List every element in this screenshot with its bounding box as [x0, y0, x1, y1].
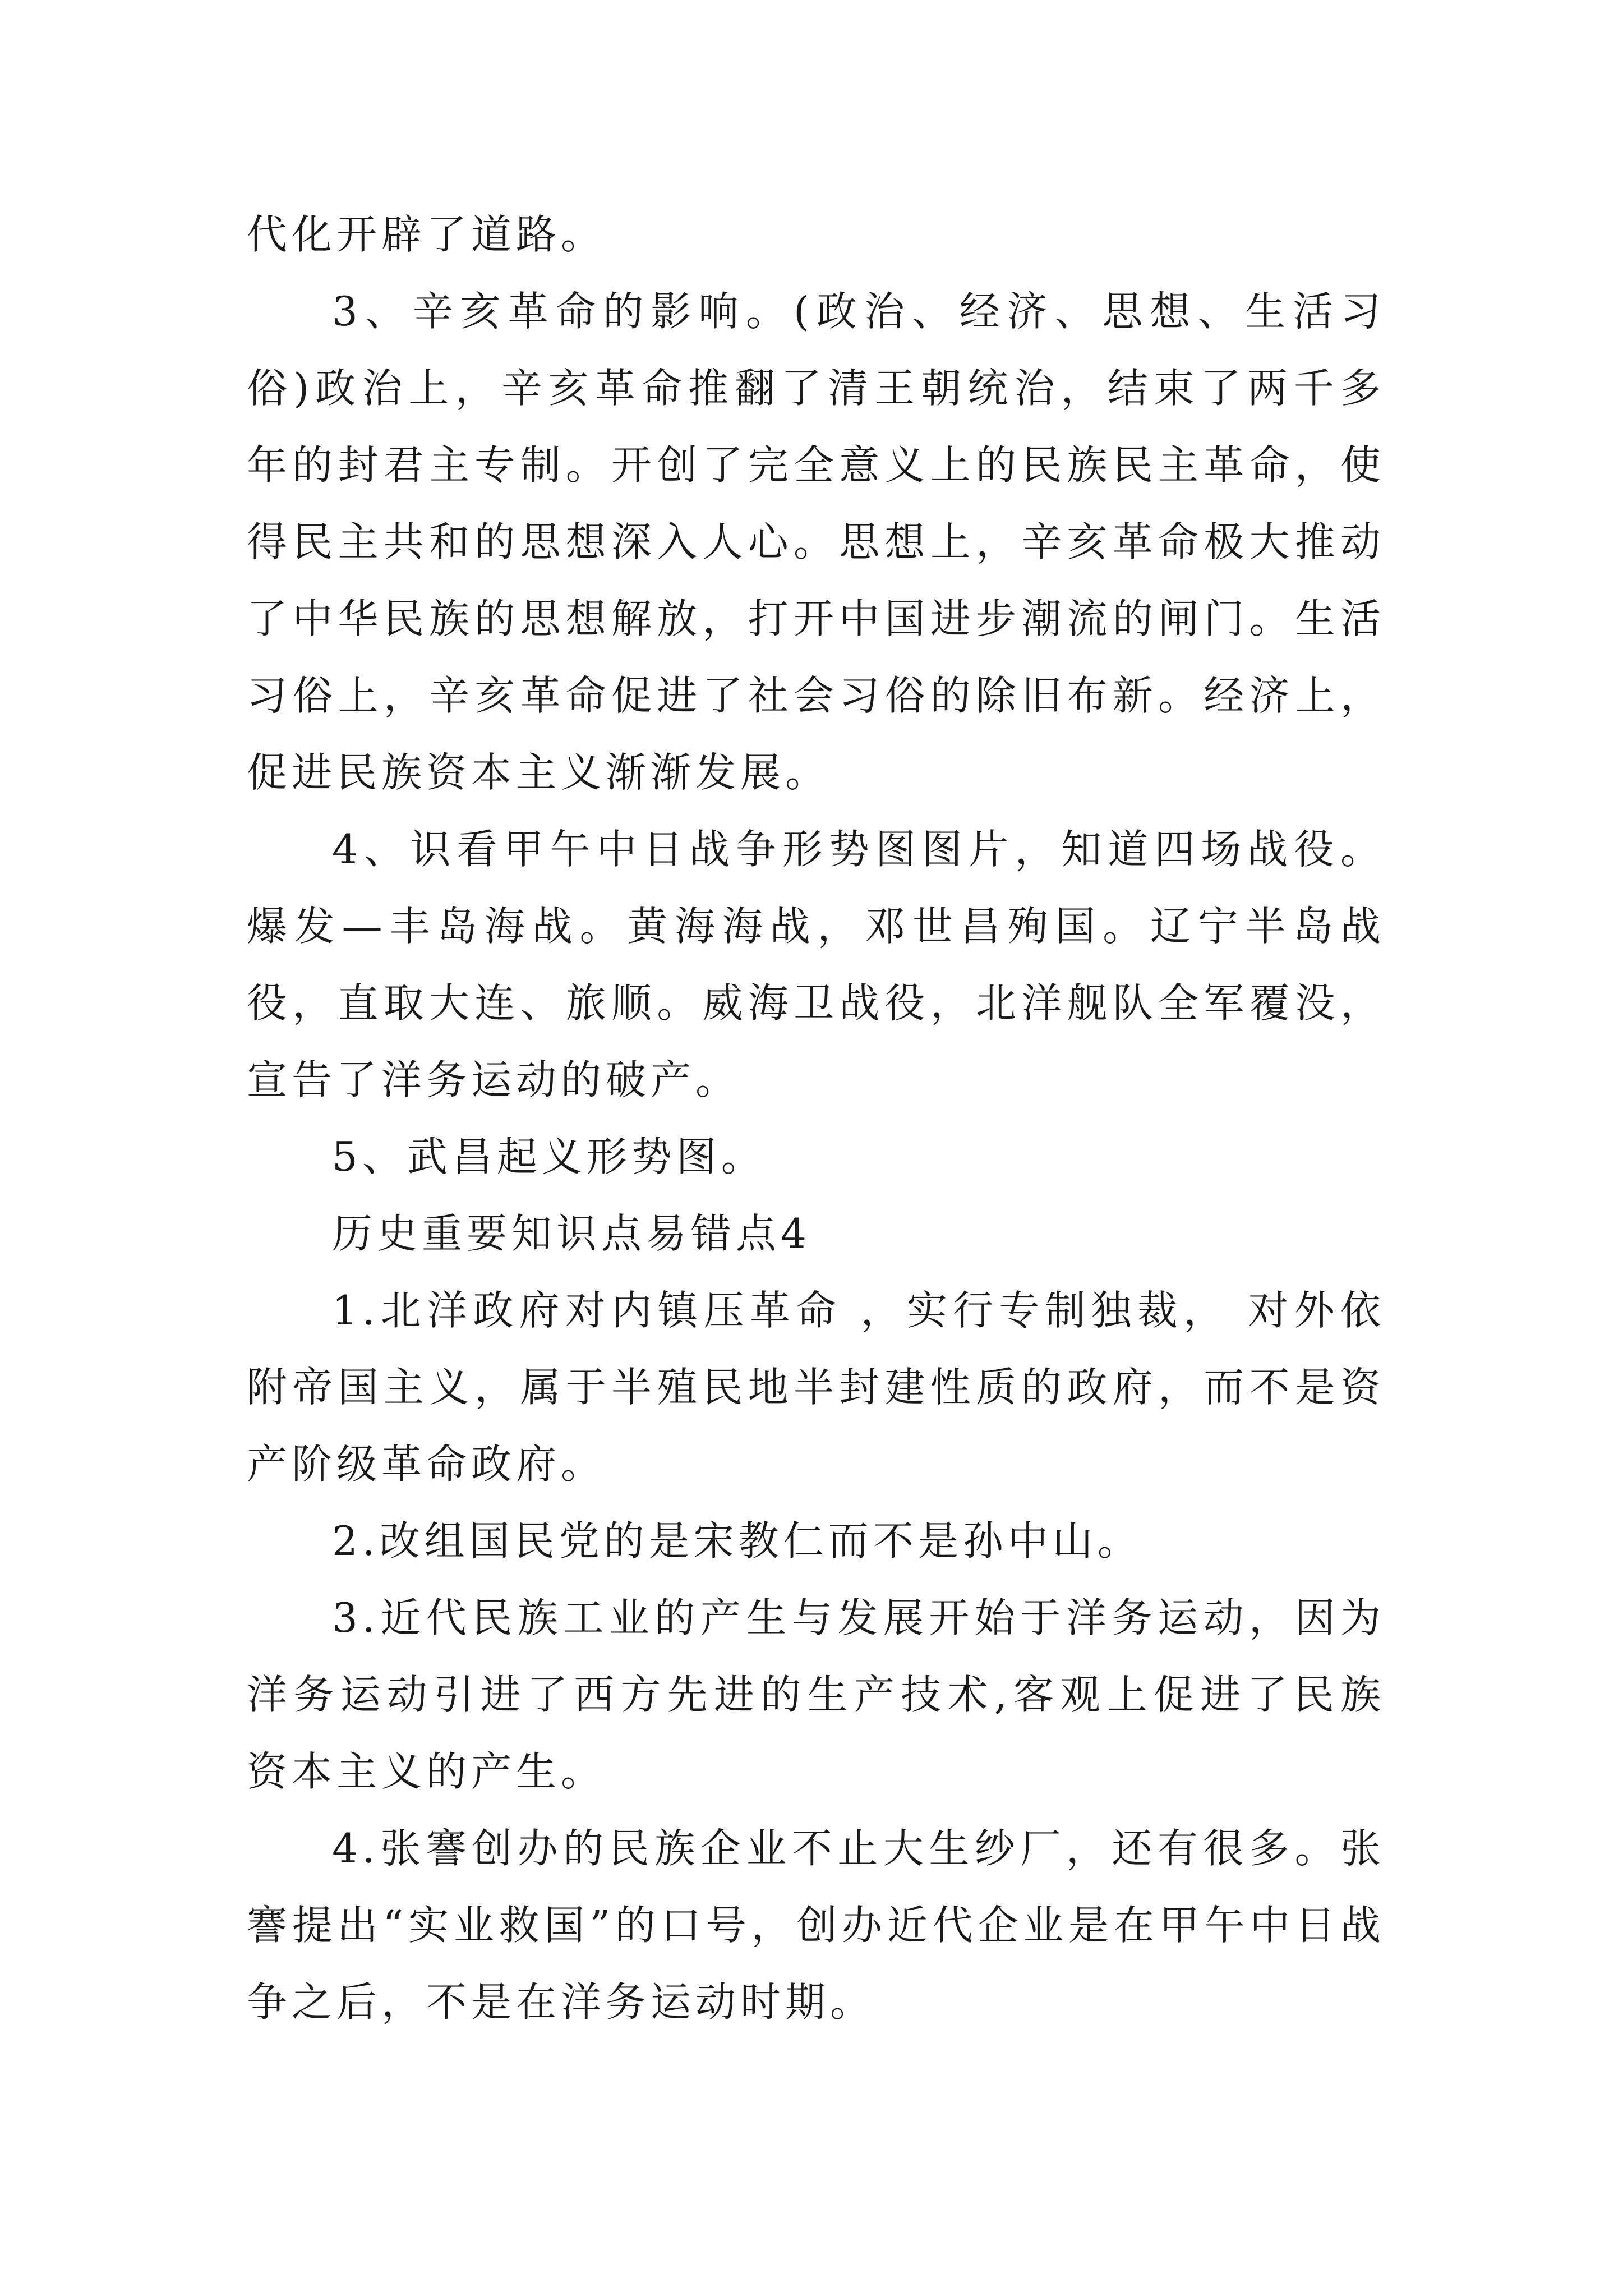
section-heading: 历史重要知识点易错点4 — [332, 1210, 811, 1257]
list-item-beiyang-government: 1.北洋政府对内镇压革命 ，实行专制独裁， 对外依附帝国主义，属于半殖民地半封建性质的政府，而不是资产阶级革命政府。 — [247, 1287, 1385, 1488]
paragraph-sino-japanese-war-map: 4、识看甲午中日战争形势图图片，知道四场战役。爆发—丰岛海战。黄海海战，邓世昌殉国。辽宁半岛战役，直取大连、旅顺。威海卫战役，北洋舰队全军覆没，宣告了洋务运动的破产。 — [247, 826, 1385, 1103]
paragraph-continuation: 代化开辟了道路。 — [247, 211, 606, 258]
paragraph-wuchang-uprising-map: 5、武昌起义形势图。 — [332, 1133, 766, 1180]
list-item-zhang-jian: 4.张謇创办的民族企业不止大生纱厂，还有很多。张謇提出“实业救国”的口号，创办近代企业是在甲午中日战争之后，不是在洋务运动时期。 — [247, 1825, 1385, 2026]
paragraph-xinhai-impact: 3、辛亥革命的影响。(政治、经济、思想、生活习俗)政治上，辛亥革命推翻了清王朝统治，结束了两千多年的封君主专制。开创了完全意义上的民族民主革命，使得民主共和的思想深入人心。思想上，辛亥革命极大推动了中华民族的思想解放，打开中国进步潮流的闸门。生活习俗上，辛亥革命促进了社会习俗的除旧布新。经济上，促进民族资本主义渐渐发展。 — [247, 288, 1385, 796]
list-item-kuomintang-reorganization: 2.改组国民党的是宋教仁而不是孙中山。 — [332, 1517, 1142, 1565]
document-page — [247, 196, 1385, 2041]
list-item-national-industry: 3.近代民族工业的产生与发展开始于洋务运动，因为洋务运动引进了西方先进的生产技术,客观上促进了民族资本主义的产生。 — [247, 1594, 1385, 1795]
